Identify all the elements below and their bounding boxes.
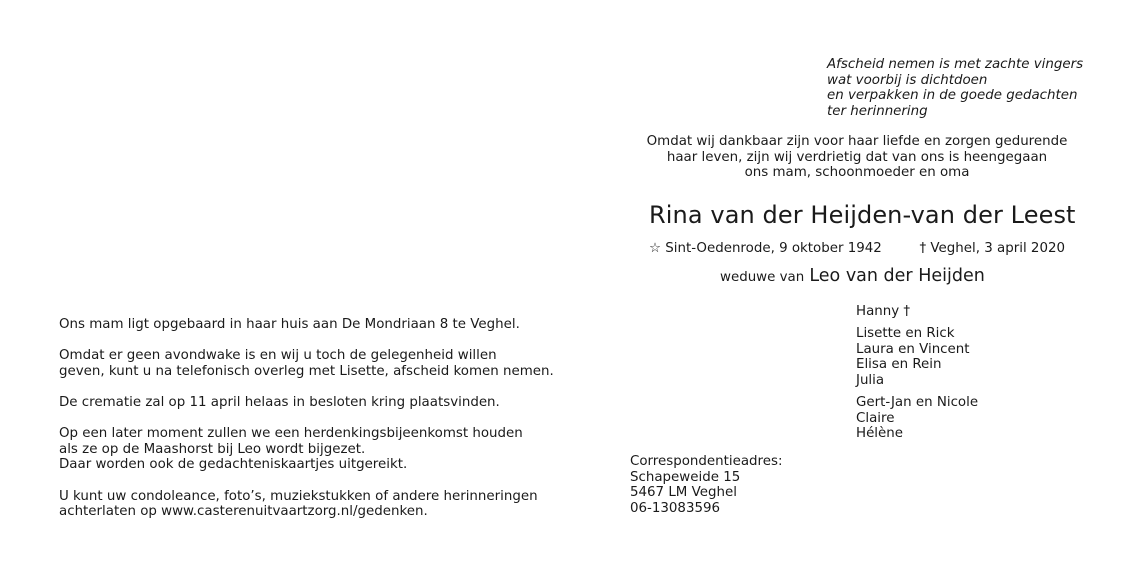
text-line: U kunt uw condoleance, foto’s, muziekstukken of andere herinneringen	[59, 488, 538, 504]
intro-text	[640, 134, 1074, 181]
family-member: Julia	[856, 372, 885, 388]
family-member: Elisa en Rein	[856, 357, 942, 373]
arrangements-text	[59, 317, 554, 535]
family-member: Laura en Vincent	[856, 341, 970, 357]
family-group	[856, 395, 978, 442]
family-member: Hanny †	[856, 304, 911, 319]
text-line: Omdat er geen avondwake is en wij u toch de gelegenheid willen	[59, 348, 497, 364]
text-line: achterlaten op www.casterenuitvaartzorg.nl/gedenken.	[59, 504, 428, 520]
family-member: Gert-Jan en Nicole	[856, 394, 979, 410]
text-line: Ons mam ligt opgebaard in haar huis aan De Mondriaan 8 te Veghel.	[59, 317, 520, 332]
paragraph-cremation	[59, 395, 554, 411]
family-member: Claire	[856, 410, 895, 426]
death-date: † Veghel, 3 april 2020	[919, 241, 1065, 256]
poem-line: wat voorbij is dichtdoen	[827, 72, 988, 88]
family-group	[856, 326, 978, 388]
family-group	[856, 304, 978, 320]
correspondence-address	[630, 454, 783, 516]
intro-line: Omdat wij dankbaar zijn voor haar liefde en zorgen gedurende	[646, 134, 1068, 149]
birth-date: ☆ Sint-Oedenrode, 9 oktober 1942	[649, 241, 882, 256]
paragraph-viewing	[59, 317, 554, 333]
poem	[827, 57, 1083, 119]
deceased-name: Rina van der Heijden-van der Leest	[649, 201, 1076, 229]
address-heading: Correspondentieadres:	[630, 454, 783, 469]
address-street: Schapeweide 15	[630, 469, 741, 485]
paragraph-visit	[59, 348, 554, 379]
family-list	[856, 304, 978, 448]
address-city: 5467 LM Veghel	[630, 485, 737, 501]
text-line: De crematie zal op 11 april helaas in besloten kring plaatsvinden.	[59, 394, 500, 410]
text-line: Op een later moment zullen we een herdenkingsbijeenkomst houden	[59, 426, 523, 442]
text-line: geven, kunt u na telefonisch overleg met Lisette, afscheid komen nemen.	[59, 363, 554, 379]
poem-line: ter herinnering	[827, 103, 928, 119]
widow-label: weduwe van	[720, 270, 805, 285]
text-line: Daar worden ook de gedachteniskaartjes uitgereikt.	[59, 457, 408, 473]
paragraph-memorial	[59, 426, 554, 473]
poem-line: en verpakken in de goede gedachten	[827, 88, 1078, 104]
poem-line: Afscheid nemen is met zachte vingers	[827, 57, 1084, 72]
paragraph-condolence	[59, 489, 554, 520]
address-phone: 06-13083596	[630, 500, 721, 516]
widow-of	[720, 266, 985, 286]
intro-line: haar leven, zijn wij verdrietig dat van ons is heengegaan	[666, 149, 1048, 165]
intro-line: ons mam, schoonmoeder en oma	[744, 165, 970, 181]
family-member: Hélène	[856, 426, 903, 442]
text-line: als ze op de Maashorst bij Leo wordt bijgezet.	[59, 441, 366, 457]
spouse-name: Leo van der Heijden	[809, 266, 985, 286]
family-member: Lisette en Rick	[856, 326, 955, 342]
